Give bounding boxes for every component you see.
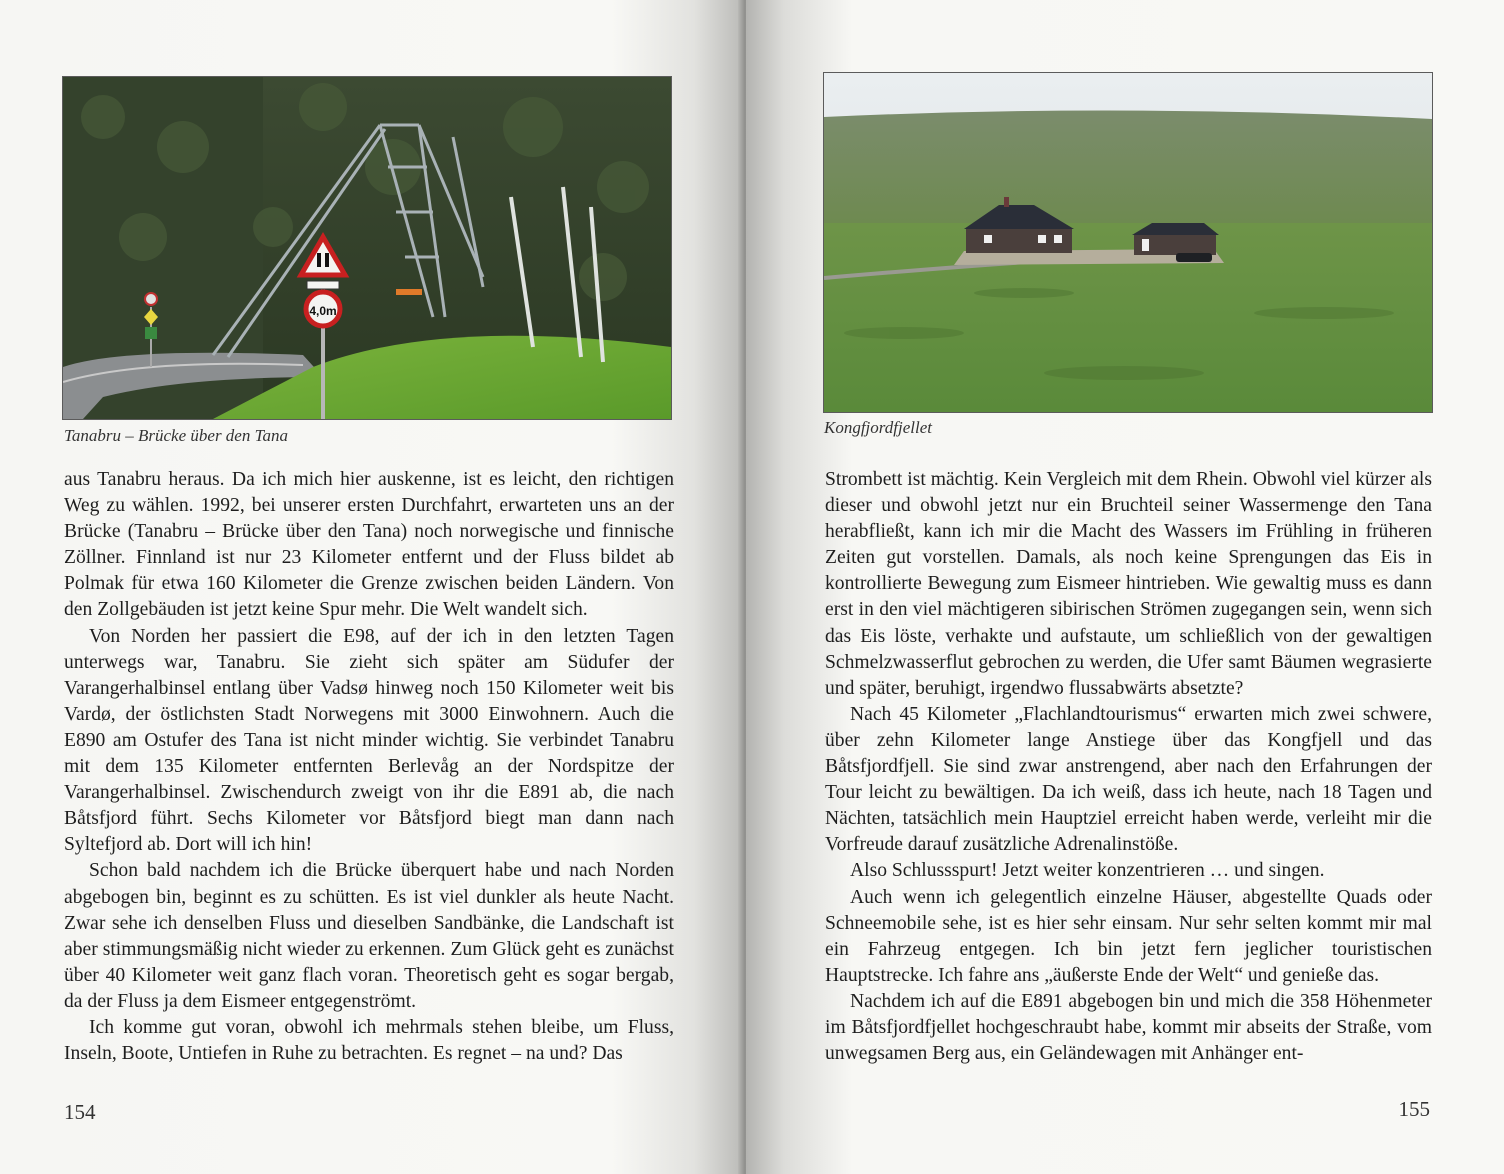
kongfjordfjellet-photo	[823, 72, 1433, 413]
height-limit-sign-text: 4,0m	[309, 304, 337, 318]
paragraph: aus Tanabru heraus. Da ich mich hier auskenne, ist es leicht, den richtigen Weg zu wählen. 1992, bei unserer ersten Durchfahrt, erwarteten uns an der Brücke (Tanabru – Brücke über den Tana) noch norwegische und finnische Zöllner. Finnland ist nur 23 Kilometer entfernt und der Fluss bildet ab Polmak für etwa 160 Kilometer die Grenze zwischen beiden Ländern. Von den Zollgebäuden ist jetzt keine Spur mehr. Die Welt wandelt sich.	[64, 469, 674, 621]
page-number: 154	[64, 1100, 96, 1124]
tanabru-bridge-photo	[62, 76, 672, 420]
paragraph: Ich komme gut voran, obwohl ich mehrmals stehen bleibe, um Fluss, Inseln, Boote, Untiefen in Ruhe zu betrachten. Es regnet – na und? Das	[64, 1016, 674, 1065]
body-text	[64, 467, 674, 1067]
paragraph: Auch wenn ich gelegentlich einzelne Häuser, abgestellte Quads oder Schneemobile sehe, ist es hier sehr einsam. Nur sehr selten kommt mir mal ein Fahrzeug entgegen. Ich bin jetzt fern jeglicher touristischen Hauptstrecke. Ich fahre ans „äußerste Ende der Welt“ und genieße das.	[825, 886, 1432, 986]
paragraph: Also Schlussspurt! Jetzt weiter konzentrieren … und singen.	[850, 860, 1325, 882]
paragraph: Nachdem ich auf die E891 abgebogen bin und mich die 358 Höhenmeter im Båtsfjordfjellet hochgeschraubt habe, kommt mir abseits der Straße, vom unwegsamen Berg aus, ein Geländewagen mit Anhänger ent-	[825, 990, 1432, 1065]
paragraph: Nach 45 Kilometer „Flachlandtourismus“ erwarten mich zwei schwere, über zehn Kilometer lange Anstiege über das Kongfjell und das Båtsfjordfjell. Sie sind zwar anstrengend, aber nach den Erfahrungen der Tour leicht zu bewältigen. Da ich weiß, dass ich heute, nach 18 Tagen und Nächten, tatsächlich mein Hauptziel erreicht haben werde, verleiht mir die Vorfreude darauf zusätzliche Adrenalinstöße.	[825, 703, 1432, 856]
paragraph: Strombett ist mächtig. Kein Vergleich mit dem Rhein. Obwohl viel kürzer als dieser und obwohl jetzt nur ein Bruchteil seiner Wassermenge den Tana herabfließt, kann ich mir die Macht des Wassers im Frühling in früheren Zeiten gut vorstellen. Damals, als noch keine Sprengungen das Eis in kontrollierte Bewegung zum Eismeer hintrieben. Wie gewaltig muss es dann erst in den viel mächtigeren sibirischen Strömen zugegangen sein, wenn sich das Eis löste, verhakte und aufstaute, um schließlich von der gewaltigen Schmelzwasserflut gebrochen zu werden, die Ufer samt Bäumen wegrasierte und später, beruhigt, irgendwo flussabwärts absetzte?	[825, 469, 1432, 699]
body-text	[825, 467, 1432, 1067]
right-page	[746, 0, 1504, 1174]
paragraph: Von Norden her passiert die E98, auf der ich in den letzten Tagen unterwegs war, Tanabru. Sie zieht sich später am Südufer der Varangerhalbinsel entlang über Vadsø hinweg noch 150 Kilometer weit bis Vardø, der östlichsten Stadt Norwegens mit 3000 Einwohnern. Auch die E890 am Ostufer des Tana ist nicht minder wichtig. Sie verbindet Tanabru mit dem 135 Kilometer entfernten Berlevåg an der Nordspitze der Varangerhalbinsel. Zwischendurch zweigt von ihr die E891 ab, die nach Båtsfjord führt. Sechs Kilometer vor Båtsfjord biegt man dann nach Syltefjord ab. Dort will ich hin!	[64, 625, 674, 856]
photo-caption: Kongfjordfjellet	[824, 418, 932, 437]
paragraph: Schon bald nachdem ich die Brücke überquert habe und nach Norden abgebogen bin, beginnt es zu schütten. Es ist viel dunkler als heute Nacht. Zwar sehe ich denselben Fluss und dieselben Sandbänke, die Landschaft ist aber stimmungsmäßig nicht wieder zu erkennen. Zum Glück geht es zunächst über 40 Kilometer weit ganz flach voran. Theoretisch geht es sogar bergab, da der Fluss ja dem Eismeer entgegenströmt.	[64, 860, 674, 1012]
page-number: 155	[1398, 1097, 1430, 1121]
photo-caption: Tanabru – Brücke über den Tana	[64, 426, 288, 445]
left-page	[0, 0, 746, 1174]
